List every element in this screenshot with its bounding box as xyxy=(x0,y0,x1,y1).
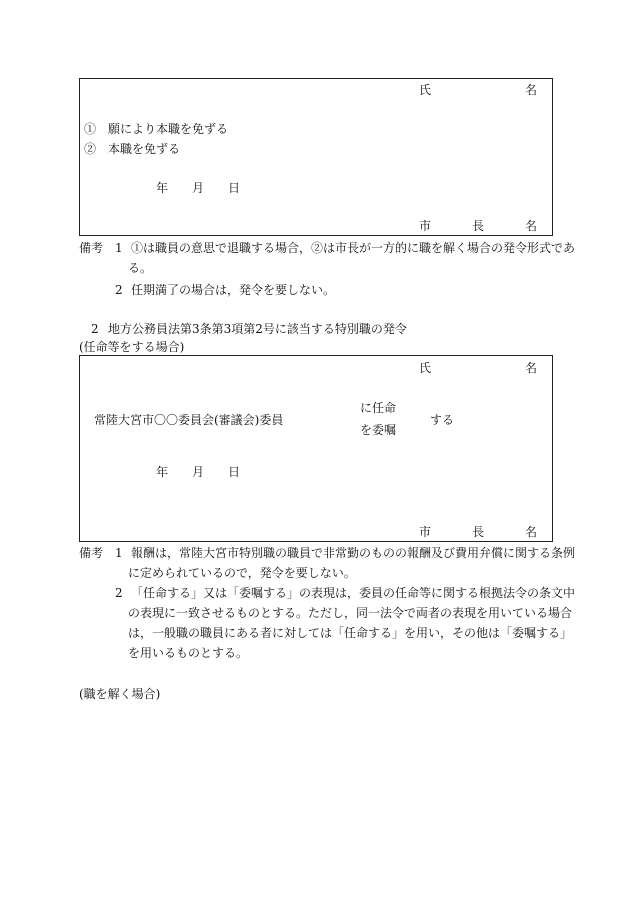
note2-label: 備考 xyxy=(79,546,104,560)
note1-line-2: 任期満了の場合は，発令を要しない。 xyxy=(131,283,336,297)
name-label-shi: 氏 xyxy=(419,83,432,97)
note2-number-2: 2 xyxy=(115,586,123,600)
note2-number-1: 1 xyxy=(115,546,123,560)
note2-line-2: 「任命する」又は「委嘱する」の表現は，委員の任命等に関する根拠法令の条文中 xyxy=(131,586,576,600)
footer-heading: (職を解く場合) xyxy=(79,687,161,701)
date-day: 日 xyxy=(228,181,241,195)
section2-number: 2 xyxy=(91,322,99,336)
note2-line-1-cont: に定められているので，発令を要しない。 xyxy=(128,566,356,580)
form1-item-1: ① 願により本職を免ずる xyxy=(84,122,229,136)
signer-name: 名 xyxy=(525,525,538,539)
date-year: 年 xyxy=(156,181,169,195)
appointment-form-box xyxy=(79,355,553,542)
section2-subheading: (任命等をする場合) xyxy=(79,340,185,354)
signer-chief: 長 xyxy=(472,525,485,539)
note2-line-2-cont1: の表現に一致させるものとする。ただし，同一法令で両者の表現を用いている場合 xyxy=(128,606,573,620)
note1-number-2: 2 xyxy=(115,283,123,297)
note1-line-1: ①は職員の意思で退職する場合，②は市長が一方的に職を解く場合の発令形式であ xyxy=(131,241,576,255)
option-appoint: に任命 xyxy=(360,401,397,415)
signer-chief: 長 xyxy=(472,219,485,233)
date-day: 日 xyxy=(228,465,241,479)
form1-item-2: ② 本職を免ずる xyxy=(84,142,181,156)
signer-city: 市 xyxy=(419,219,432,233)
note1-label: 備考 xyxy=(79,241,104,255)
note2-line-2-cont2: は，一般職の職員にある者に対しては「任命する」を用い，その他は「委嘱する」 xyxy=(128,626,573,640)
date-month: 月 xyxy=(192,181,205,195)
dismissal-form-box xyxy=(79,78,553,236)
signer-city: 市 xyxy=(419,525,432,539)
option-commission: を委嘱 xyxy=(360,423,397,437)
note1-line-1-cont: る。 xyxy=(128,261,153,275)
note2-line-1: 報酬は，常陸大宮市特別職の職員で非常勤のものの報酬及び費用弁償に関する条例 xyxy=(131,546,576,560)
date-year: 年 xyxy=(156,465,169,479)
date-month: 月 xyxy=(192,465,205,479)
note1-number-1: 1 xyxy=(115,241,123,255)
appointment-suru: する xyxy=(430,413,455,427)
signer-name: 名 xyxy=(525,219,538,233)
appointment-body: 常陸大宮市〇〇委員会(審議会)委員 xyxy=(94,413,284,427)
note2-line-2-cont3: を用いるものとする。 xyxy=(128,646,249,660)
section2-heading: 地方公務員法第3条第3項第2号に該当する特別職の発令 xyxy=(108,322,407,336)
name-label-mei: 名 xyxy=(525,361,538,375)
name-label-mei: 名 xyxy=(525,83,538,97)
name-label-shi: 氏 xyxy=(419,361,432,375)
